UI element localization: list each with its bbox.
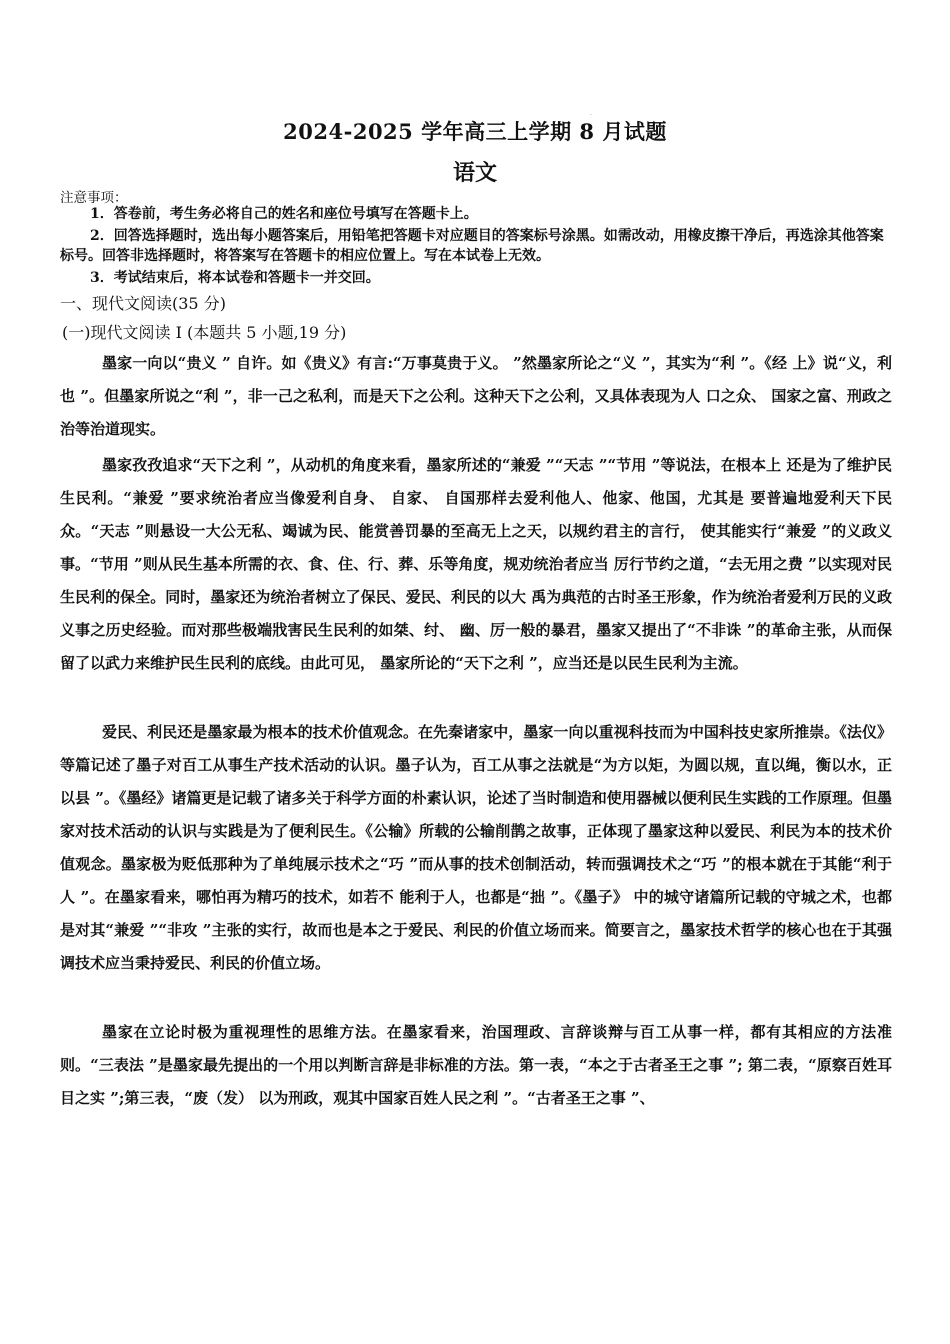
passage-paragraph-3: 爱民、利民还是墨家最为根本的技术价值观念。在先秦诸家中，墨家一向以重视科技而为中国科技史家所推崇。《法仪》等篇记述了墨子对百工从事生产技术活动的认识。墨子认为，百工从事之法就是“为方以矩，为圆以规，直以绳，衡以水，正以县 ”。《墨经》诸篇更是记载了诸多关于科学方面的朴素认识，论述了当时制造和使用器械以便利民生实践的工作原理。但墨家对技术活动的认识与实践是为了便利民生。《公输》所载的公输削鹊之故事，正体现了墨家这种以爱民、利民为本的技术价值观念。墨家极为贬低那种为了单纯展示技术之“巧 ”而从事的技术创制活动，转而强调技术之“巧 ”的根本就在于其能“利于人 ”。在墨家看来，哪怕再为精巧的技术，如若不 能利于人，也都是“拙 ”。《墨子》 中的城守诸篇所记载的守城之术，也都是对其“兼爱 ”“非攻 ”主张的实行，故而也是本之于爱民、利民的价值立场而来。简要言之，墨家技术哲学的核心也在于其强调技术应当秉持爱民、利民的价值立场。 <box>60 723 892 972</box>
passage-paragraph-4: 墨家在立论时极为重视理性的思维方法。在墨家看来，治国理政、言辞谈辩与百工从事一样，都有其相应的方法准则。“三表法 ”是墨家最先提出的一个用以判断言辞是非标准的方法。第一表，“本之于古者圣王之事 ”; 第二表，“原察百姓耳目之实 ”;第三表，“废（发） 以为刑政，观其中国家百姓人民之利 ”。“古者圣王之事 ”、 <box>60 1023 892 1107</box>
notice-item-1: 1．答卷前，考生务必将自己的姓名和座位号填写在答题卡上。 <box>90 206 478 222</box>
notice-item-2: 2．回答选择题时，选出每小题答案后，用铅笔把答题卡对应题目的答案标号涂黑。如需改动，用橡皮擦干净后，再选涂其他答案标号。回答非选择题时，将答案写在答题卡的相应位置上。写在本试卷上无效。 <box>60 228 884 264</box>
section-title: 一、现代文阅读(35 分) <box>60 294 226 313</box>
subsection-title: (一)现代文阅读 Ⅰ (本题共 5 小题,19 分) <box>62 323 347 342</box>
notice-item-3: 3．考试结束后，将本试卷和答题卡一并交回。 <box>90 270 380 286</box>
notice-heading: 注意事项： <box>60 190 128 206</box>
passage-paragraph-1: 墨家一向以“贵义 ” 自许。如《贵义》有言:“万事莫贵于义。 ”然墨家所论之“义 ”，其实为“利 ”。《经 上》说“义，利也 ”。但墨家所说之“利 ”，非一己之私利，而是天下之公利。这种天下之公利，又具体表现为人 口之众、 国家之富、刑政之治等治道现实。 <box>60 354 892 438</box>
exam-title: 2024-2025 学年高三上学期 8 月试题 <box>283 119 667 144</box>
subject-title: 语文 <box>452 160 497 186</box>
passage-paragraph-2: 墨家孜孜追求“天下之利 ”，从动机的角度来看，墨家所述的“兼爱 ”“天志 ”“节用 ”等说法，在根本上 还是为了维护民生民利。“兼爱 ”要求统治者应当像爱利自身、 自家、 自国那样去爱利他人、他家、他国，尤其是 要普遍地爱利天下民众。“天志 ”则悬设一大公无私、竭诚为民、能赏善罚暴的至高无上之天，以规约君主的言行， 使其能实行“兼爱 ”的义政义事。“节用 ”则从民生基本所需的衣、食、住、行、葬、乐等角度，规劝统治者应当 厉行节约之道，“去无用之费 ”以实现对民生民利的保全。同时，墨家还为统治者树立了保民、爱民、利民的以大 禹为典范的古时圣王形象，作为统治者爱利万民的义政义事之历史经验。而对那些极端戕害民生民利的如桀、纣、 幽、厉一般的暴君，墨家又提出了“不非诛 ”的革命主张，从而保留了以武力来维护民生民利的底线。由此可见， 墨家所论的“天下之利 ”，应当还是以民生民利为主流。 <box>60 456 892 672</box>
scan-mark: · <box>590 112 592 119</box>
